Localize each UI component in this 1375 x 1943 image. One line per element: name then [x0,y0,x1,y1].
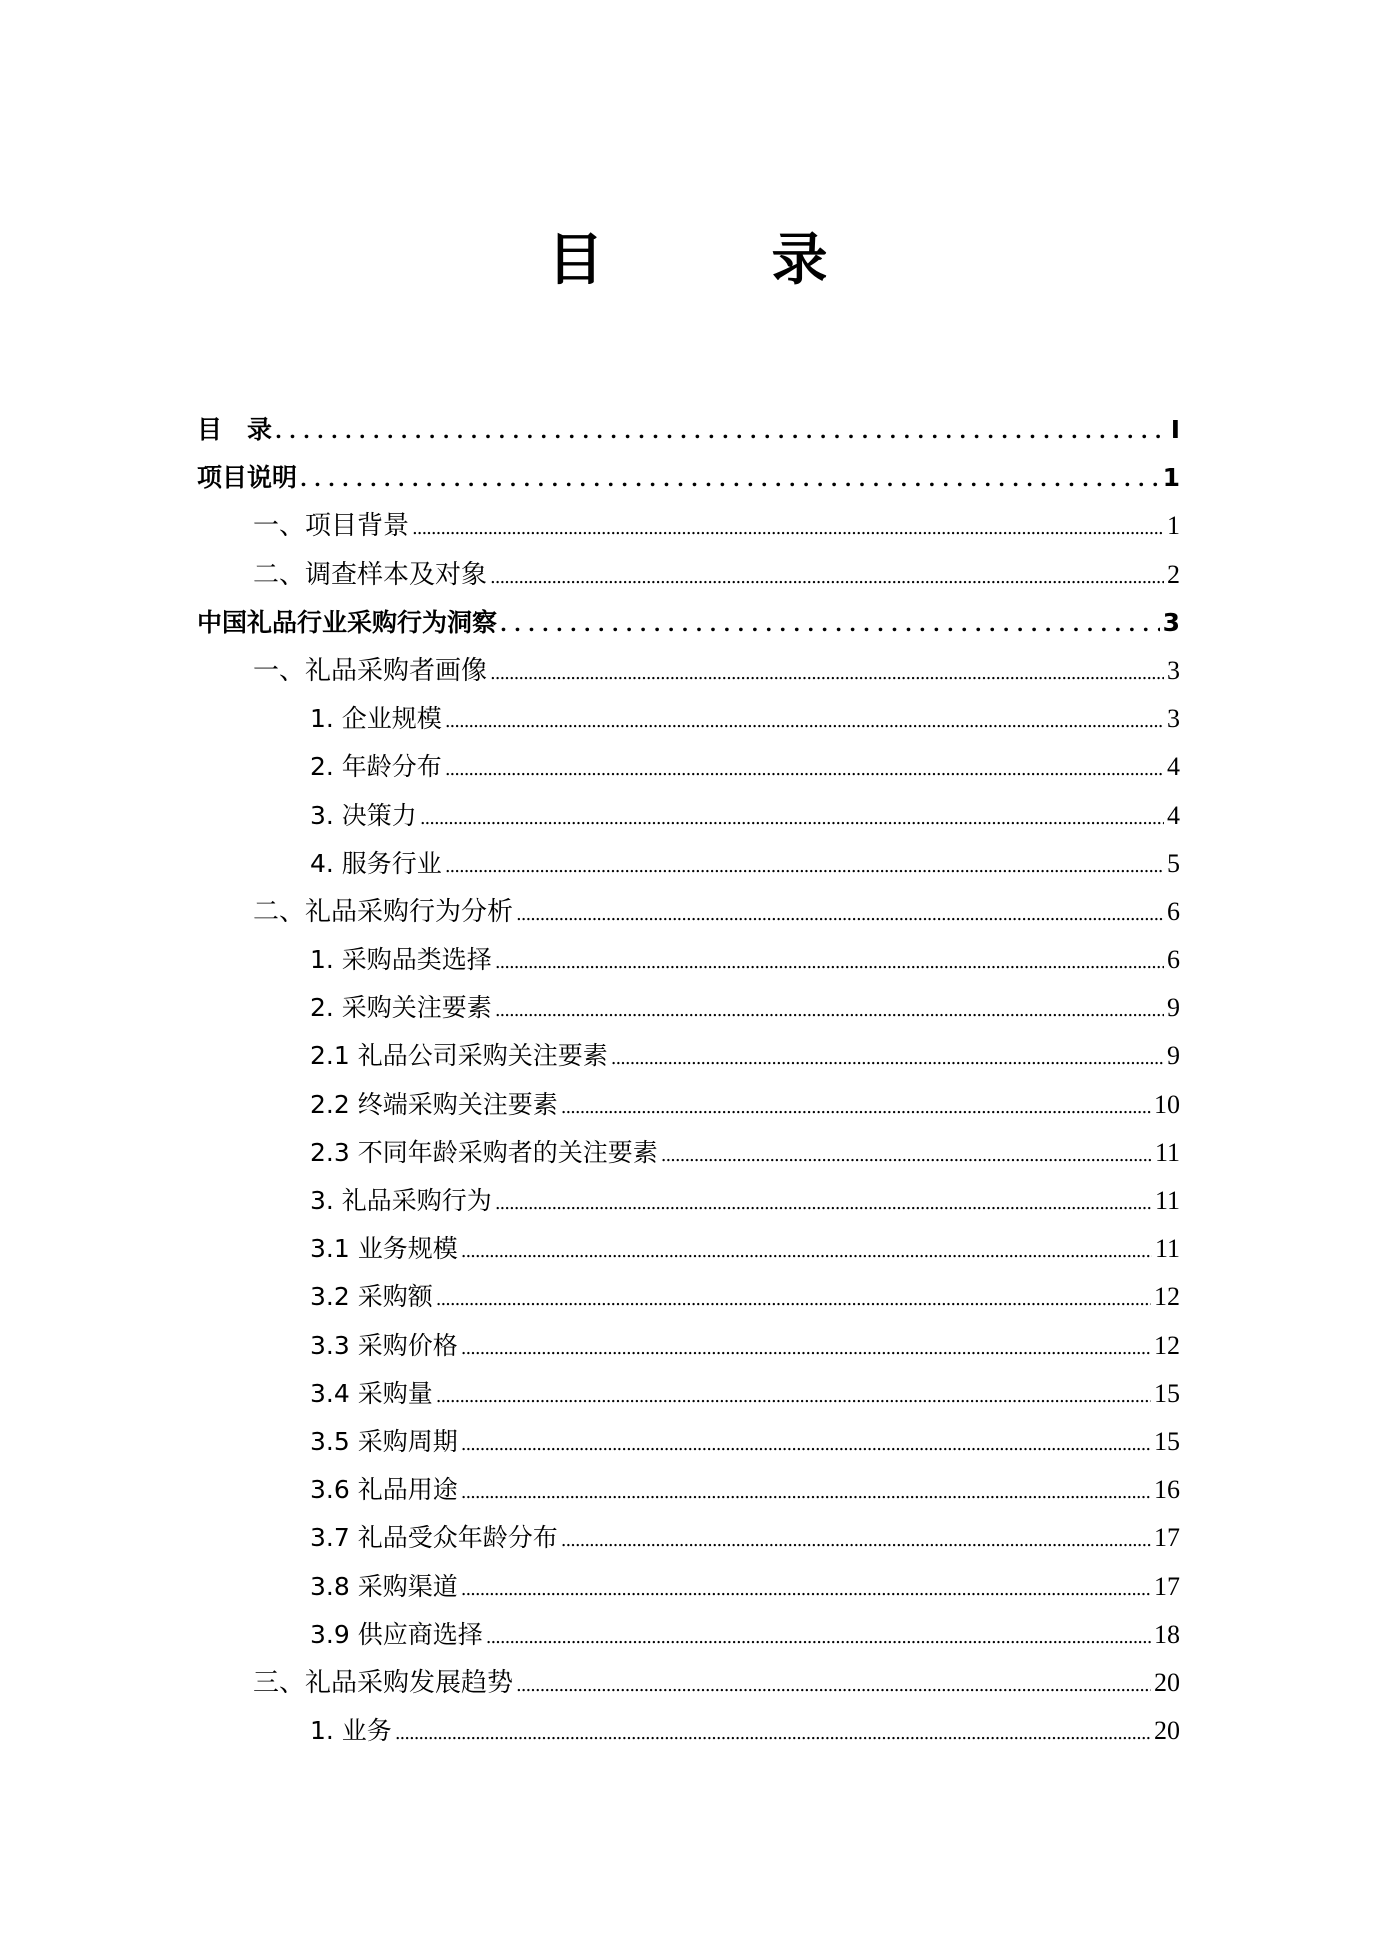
toc-page-number: 11 [1154,1234,1180,1264]
toc-entry[interactable] [197,1707,1180,1755]
toc-dot-leader [490,554,1164,602]
toc-page-number: I [1170,415,1180,444]
toc-entry-title: 项目说明 [197,463,298,493]
toc-page-number: 3 [1167,704,1180,734]
toc-page-number: 4 [1167,752,1180,782]
toc-entry-title: 1. 企业规模 [310,704,442,734]
toc-entry-title: 一、项目背景 [253,511,410,542]
toc-entry[interactable] [197,599,1180,647]
toc-page-number: 4 [1167,800,1180,830]
toc-page-number: 12 [1154,1282,1180,1312]
toc-page-number: 2 [1167,559,1180,589]
toc-entry-title: 三、礼品采购发展趋势 [253,1667,514,1698]
toc-dot-leader [661,1132,1152,1180]
toc-dot-leader [445,843,1164,891]
toc-page-number: 12 [1154,1330,1180,1360]
toc-page-number: 5 [1167,848,1180,878]
toc-page-number: 17 [1154,1571,1180,1601]
toc-dot-leader [495,1180,1152,1228]
toc-entry-title: 目 录 [197,415,273,444]
toc-entry-title: 二、调查样本及对象 [253,559,488,590]
toc-entry[interactable] [197,695,1180,743]
toc-page-number: 20 [1154,1667,1180,1697]
toc-entry[interactable] [197,1611,1180,1659]
toc-entry-title: 3.6 礼品用途 [310,1475,458,1505]
toc-page-number: 1 [1162,463,1180,493]
toc-entry[interactable] [197,743,1180,791]
toc-entry[interactable] [197,1225,1180,1273]
toc-page-number: 18 [1154,1619,1180,1649]
toc-entry[interactable] [197,1370,1180,1418]
toc-dot-leader [495,987,1164,1035]
toc-page-number: 6 [1167,945,1180,975]
toc-dot-leader [495,939,1164,987]
toc-dot-leader [490,650,1164,698]
toc-entry[interactable] [197,1032,1180,1080]
toc-page-number: 15 [1154,1426,1180,1456]
toc-entry-title: 3.9 供应商选择 [310,1619,483,1649]
toc-entry-title: 3.5 采购周期 [310,1426,458,1456]
toc-dot-leader [436,1276,1151,1324]
toc-entry[interactable] [197,1081,1180,1129]
toc-entry-title: 2. 采购关注要素 [310,993,492,1023]
toc-entry[interactable] [197,792,1180,840]
toc-page-number: 15 [1154,1378,1180,1408]
toc-entry[interactable] [197,406,1180,454]
toc-entry[interactable] [197,647,1180,695]
toc-page-number: 16 [1154,1475,1180,1505]
toc-dot-leader [461,1421,1151,1469]
toc-dot-leader [420,795,1164,843]
toc-dot-leader [461,1469,1151,1517]
toc-entry-title: 1. 采购品类选择 [310,945,492,975]
table-of-contents [197,406,1180,1755]
toc-entry-title: 4. 服务行业 [310,848,442,878]
toc-entry-title: 中国礼品行业采购行为洞察 [197,607,498,637]
toc-entry[interactable] [197,1659,1180,1707]
toc-entry[interactable] [197,984,1180,1032]
toc-entry[interactable] [197,1322,1180,1370]
toc-entry[interactable] [197,1129,1180,1177]
toc-entry-title: 3. 决策力 [310,800,417,830]
toc-dot-leader [561,1084,1151,1132]
toc-entry[interactable] [197,502,1180,550]
toc-dot-leader [395,1710,1151,1758]
toc-entry-title: 2.2 终端采购关注要素 [310,1089,558,1119]
toc-entry-title: 3.4 采购量 [310,1378,433,1408]
toc-dot-leader [445,746,1164,794]
toc-entry[interactable] [197,1177,1180,1225]
toc-dot-leader [500,600,1160,648]
toc-page-number: 1 [1167,511,1180,541]
toc-entry-title: 3. 礼品采购行为 [310,1186,492,1215]
toc-dot-leader [516,1662,1151,1710]
toc-page-number: 9 [1167,1041,1180,1071]
toc-dot-leader [300,455,1160,503]
toc-entry-title: 3.3 采购价格 [310,1330,458,1360]
toc-entry-title: 1. 业务 [310,1716,392,1746]
toc-entry-title: 2.1 礼品公司采购关注要素 [310,1041,608,1071]
toc-page-number: 6 [1167,896,1180,926]
toc-dot-leader [436,1373,1151,1421]
toc-page-number: 11 [1154,1137,1180,1167]
toc-dot-leader [412,505,1164,553]
toc-page-number: 20 [1154,1716,1180,1746]
toc-entry[interactable] [197,1514,1180,1562]
toc-dot-leader [445,698,1164,746]
toc-page-number: 9 [1167,993,1180,1023]
toc-entry[interactable] [197,840,1180,888]
toc-page-number: 3 [1162,607,1180,637]
toc-entry[interactable] [197,936,1180,984]
toc-entry-title: 2.3 不同年龄采购者的关注要素 [310,1137,658,1167]
toc-entry-title: 3.7 礼品受众年龄分布 [310,1523,558,1553]
toc-entry-title: 3.2 采购额 [310,1282,433,1312]
page-title: 目 录 [547,228,884,293]
toc-entry[interactable] [197,1466,1180,1514]
toc-dot-leader [611,1035,1164,1083]
toc-dot-leader [461,1228,1152,1276]
toc-page-number: 11 [1154,1186,1180,1215]
toc-entry-title: 二、礼品采购行为分析 [253,896,514,927]
toc-entry[interactable] [197,551,1180,599]
toc-entry-title: 3.1 业务规模 [310,1234,458,1264]
toc-entry[interactable] [197,1418,1180,1466]
toc-entry-title: 一、礼品采购者画像 [253,655,488,686]
toc-entry[interactable] [197,888,1180,936]
toc-dot-leader [561,1517,1151,1565]
toc-entry[interactable] [197,1563,1180,1611]
toc-dot-leader [516,891,1164,939]
toc-entry-title: 2. 年龄分布 [310,752,442,782]
toc-entry[interactable] [197,1273,1180,1321]
toc-page-number: 3 [1167,655,1180,685]
toc-dot-leader [275,407,1168,455]
toc-entry[interactable] [197,454,1180,502]
toc-entry-title: 3.8 采购渠道 [310,1571,458,1601]
toc-dot-leader [486,1614,1151,1662]
toc-dot-leader [461,1325,1151,1373]
toc-page-number: 17 [1154,1523,1180,1553]
toc-dot-leader [461,1566,1151,1614]
toc-page-number: 10 [1154,1089,1180,1119]
